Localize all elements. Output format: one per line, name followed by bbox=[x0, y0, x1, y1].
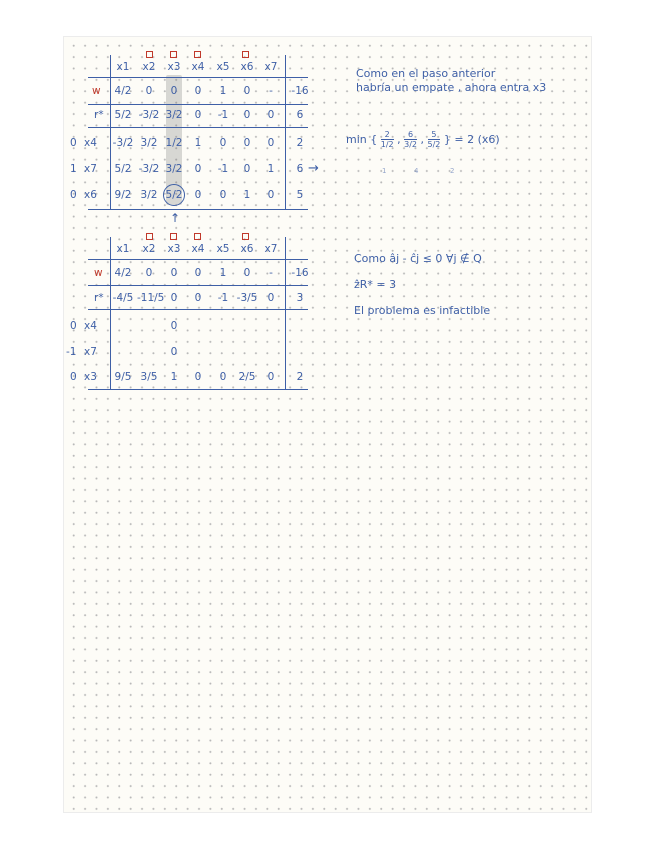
min-suffix: } = 2 (x6) bbox=[443, 133, 500, 146]
t1-header-x4: x4 bbox=[191, 61, 205, 73]
t1-r4-rhs: 5 bbox=[296, 189, 304, 201]
ratio-2-den: 3/2 bbox=[404, 140, 417, 149]
ratio-1 bbox=[381, 130, 394, 149]
t1-r1-c4: -1 bbox=[217, 109, 229, 121]
marker-x6 bbox=[242, 51, 249, 58]
t2-basis-w: w bbox=[94, 267, 103, 279]
note-line-2: habría un empate , ahora entra x3 bbox=[356, 81, 547, 94]
marker2-x4 bbox=[194, 233, 201, 240]
t2-r-rule bbox=[88, 309, 308, 310]
t1-r1-rhs: 6 bbox=[296, 109, 304, 121]
t1-r2-c5: 0 bbox=[243, 137, 251, 149]
t2-bottom-rule bbox=[88, 389, 308, 390]
t1-basis-x7: x7 bbox=[84, 163, 97, 175]
t1-r4-c3: 0 bbox=[194, 189, 202, 201]
ratio-sub-3: 2 bbox=[450, 167, 455, 175]
t2-r3-c2: 0 bbox=[170, 346, 178, 358]
t2-r0-c4: 1 bbox=[219, 267, 227, 279]
t2-basis-x3: x3 bbox=[84, 371, 97, 383]
t1-header-rule bbox=[88, 77, 308, 78]
conclusion: El problema es infactible bbox=[354, 304, 491, 317]
t2-r1-c0: -4/5 bbox=[112, 292, 134, 304]
t1-header-x7: x7 bbox=[264, 61, 278, 73]
t1-header-x3: x3 bbox=[167, 61, 181, 73]
t2-header-x3: x3 bbox=[167, 243, 181, 255]
t1-r3-c5: 0 bbox=[243, 163, 251, 175]
t2-r0-c2: 0 bbox=[170, 267, 178, 279]
t1-side-x6: 0 bbox=[70, 189, 77, 201]
t2-header-rule bbox=[88, 259, 308, 260]
ratio-1-den: 1/2 bbox=[380, 140, 394, 149]
t1-side-x7: 1 bbox=[70, 163, 77, 175]
t1-r0-rhs: -16 bbox=[291, 85, 309, 97]
t2-header-x2: x2 bbox=[142, 243, 156, 255]
t1-side-x4: 0 bbox=[70, 137, 77, 149]
t2-r4-c5: 2/5 bbox=[238, 371, 256, 383]
t1-r1-c5: 0 bbox=[243, 109, 251, 121]
t1-r2-c2: 1/2 bbox=[165, 137, 183, 149]
t2-r1-c3: 0 bbox=[194, 292, 202, 304]
t1-rhs-rule bbox=[285, 55, 286, 209]
t1-r1-c1: -3/2 bbox=[138, 109, 160, 121]
t1-r2-rhs: 2 bbox=[296, 137, 304, 149]
t2-header-x6: x6 bbox=[240, 243, 254, 255]
t2-r1-rhs: 3 bbox=[296, 292, 304, 304]
t2-basis-r: r* bbox=[94, 292, 104, 304]
t1-r0-c3: 0 bbox=[194, 85, 202, 97]
min-ratio-expression: min { $\frac{2}{1/2}$ , $\frac{6}{3/2}$ , $\frac{5}{5/2}$ } = 2 (x6) bbox=[346, 130, 500, 149]
t1-left-rule bbox=[110, 55, 111, 209]
t2-header-x4: x4 bbox=[191, 243, 205, 255]
t2-r1-c5: -3/5 bbox=[236, 292, 258, 304]
t1-header-x6: x6 bbox=[240, 61, 254, 73]
t1-header-x5: x5 bbox=[216, 61, 230, 73]
optimality-condition: Como âj - ĉj ≤ 0 ∀j ∉ Q bbox=[354, 252, 482, 265]
t1-r0-c1: 0 bbox=[145, 85, 153, 97]
t2-r0-rhs: -16 bbox=[291, 267, 309, 279]
t2-r4-c1: 3/5 bbox=[140, 371, 158, 383]
t1-basis-w: w bbox=[92, 85, 101, 97]
t2-side-x3: 0 bbox=[70, 371, 77, 383]
t1-basis-r: r* bbox=[94, 109, 104, 121]
t2-side-x4: 0 bbox=[70, 320, 77, 332]
t2-r4-c2: 1 bbox=[170, 371, 178, 383]
t1-r0-c6: - bbox=[269, 85, 273, 97]
t2-r0-c5: 0 bbox=[243, 267, 251, 279]
t1-r1-c3: 0 bbox=[194, 109, 202, 121]
marker2-x2 bbox=[146, 233, 153, 240]
entering-column-arrow: ↑ bbox=[170, 211, 181, 225]
ratio-3-den: 5/2 bbox=[427, 140, 441, 149]
min-prefix: min { bbox=[346, 133, 378, 146]
t2-side-x7: -1 bbox=[66, 346, 77, 358]
t2-header-x7: x7 bbox=[264, 243, 278, 255]
t2-basis-x7: x7 bbox=[84, 346, 97, 358]
t1-r4-c6: 0 bbox=[267, 189, 275, 201]
t2-w-rule bbox=[88, 285, 308, 286]
t1-header-x1: x1 bbox=[116, 61, 130, 73]
ratio-2-num: 6 bbox=[404, 130, 417, 140]
notebook-page bbox=[64, 37, 591, 812]
t1-r0-c4: 1 bbox=[219, 85, 227, 97]
ratio-1-num: 2 bbox=[381, 130, 394, 140]
t2-r0-c0: 4/2 bbox=[114, 267, 132, 279]
t1-r4-c2-pivot: 5/2 bbox=[165, 189, 183, 201]
t1-bottom-rule bbox=[88, 209, 308, 210]
t2-header-x1: x1 bbox=[116, 243, 130, 255]
t2-r4-c6: 0 bbox=[267, 371, 275, 383]
t1-r2-c6: 0 bbox=[267, 137, 275, 149]
t2-r1-c4: -1 bbox=[217, 292, 229, 304]
ratio-3-num: 5 bbox=[428, 130, 441, 140]
t2-r2-c2: 0 bbox=[170, 320, 178, 332]
t1-r3-c1: -3/2 bbox=[138, 163, 160, 175]
t2-r0-c3: 0 bbox=[194, 267, 202, 279]
t1-r4-c0: 9/2 bbox=[114, 189, 132, 201]
t1-r1-c6: 0 bbox=[267, 109, 275, 121]
t1-r2-c0: -3/2 bbox=[112, 137, 134, 149]
t2-r4-c0: 9/5 bbox=[114, 371, 132, 383]
t2-header-x5: x5 bbox=[216, 243, 230, 255]
t2-basis-x4: x4 bbox=[84, 320, 97, 332]
t2-r4-c4: 0 bbox=[219, 371, 227, 383]
t1-r-rule bbox=[88, 127, 308, 128]
t2-r1-c1: -11/5 bbox=[137, 292, 165, 304]
marker2-x6 bbox=[242, 233, 249, 240]
ratio-3 bbox=[428, 130, 441, 149]
t2-rhs-rule bbox=[285, 237, 286, 389]
t1-header-x2: x2 bbox=[142, 61, 156, 73]
t2-r0-c1: 0 bbox=[145, 267, 153, 279]
ratio-2 bbox=[404, 130, 417, 149]
t1-r3-rhs: 6 bbox=[296, 163, 304, 175]
t1-r1-c2: 3/2 bbox=[165, 109, 183, 121]
t1-r0-c5: 0 bbox=[243, 85, 251, 97]
t1-r3-c4: -1 bbox=[217, 163, 229, 175]
t2-r0-c6: - bbox=[269, 267, 273, 279]
t1-r2-c1: 3/2 bbox=[140, 137, 158, 149]
t1-r0-c0: 4/2 bbox=[114, 85, 132, 97]
t2-left-rule bbox=[110, 237, 111, 389]
marker-x4 bbox=[194, 51, 201, 58]
marker2-x3 bbox=[170, 233, 177, 240]
t2-r4-rhs: 2 bbox=[296, 371, 304, 383]
marker-x2 bbox=[146, 51, 153, 58]
t1-r3-c3: 0 bbox=[194, 163, 202, 175]
t2-r1-c2: 0 bbox=[170, 292, 178, 304]
leaving-row-arrow: → bbox=[308, 161, 319, 176]
objective-value: ẑR* = 3 bbox=[354, 278, 397, 291]
t1-r3-c6: 1 bbox=[267, 163, 275, 175]
t1-r4-c1: 3/2 bbox=[140, 189, 158, 201]
t1-basis-x4: x4 bbox=[84, 137, 97, 149]
marker-x3 bbox=[170, 51, 177, 58]
ratio-sub-1: 1 bbox=[382, 167, 387, 175]
t1-r4-c4: 0 bbox=[219, 189, 227, 201]
t1-r3-c0: 5/2 bbox=[114, 163, 132, 175]
note-line-1: Como en el paso anterior bbox=[356, 67, 496, 80]
t1-r2-c4: 0 bbox=[219, 137, 227, 149]
t2-r1-c6: 0 bbox=[267, 292, 275, 304]
t1-r3-c2: 3/2 bbox=[165, 163, 183, 175]
t1-r2-c3: 1 bbox=[194, 137, 202, 149]
t1-w-rule bbox=[88, 104, 308, 105]
t1-r0-c2: 0 bbox=[170, 85, 178, 97]
t1-r1-c0: 5/2 bbox=[114, 109, 132, 121]
t2-r4-c3: 0 bbox=[194, 371, 202, 383]
ratio-sub-2: 4 bbox=[414, 167, 419, 175]
t1-r4-c5: 1 bbox=[243, 189, 251, 201]
t1-basis-x6: x6 bbox=[84, 189, 97, 201]
